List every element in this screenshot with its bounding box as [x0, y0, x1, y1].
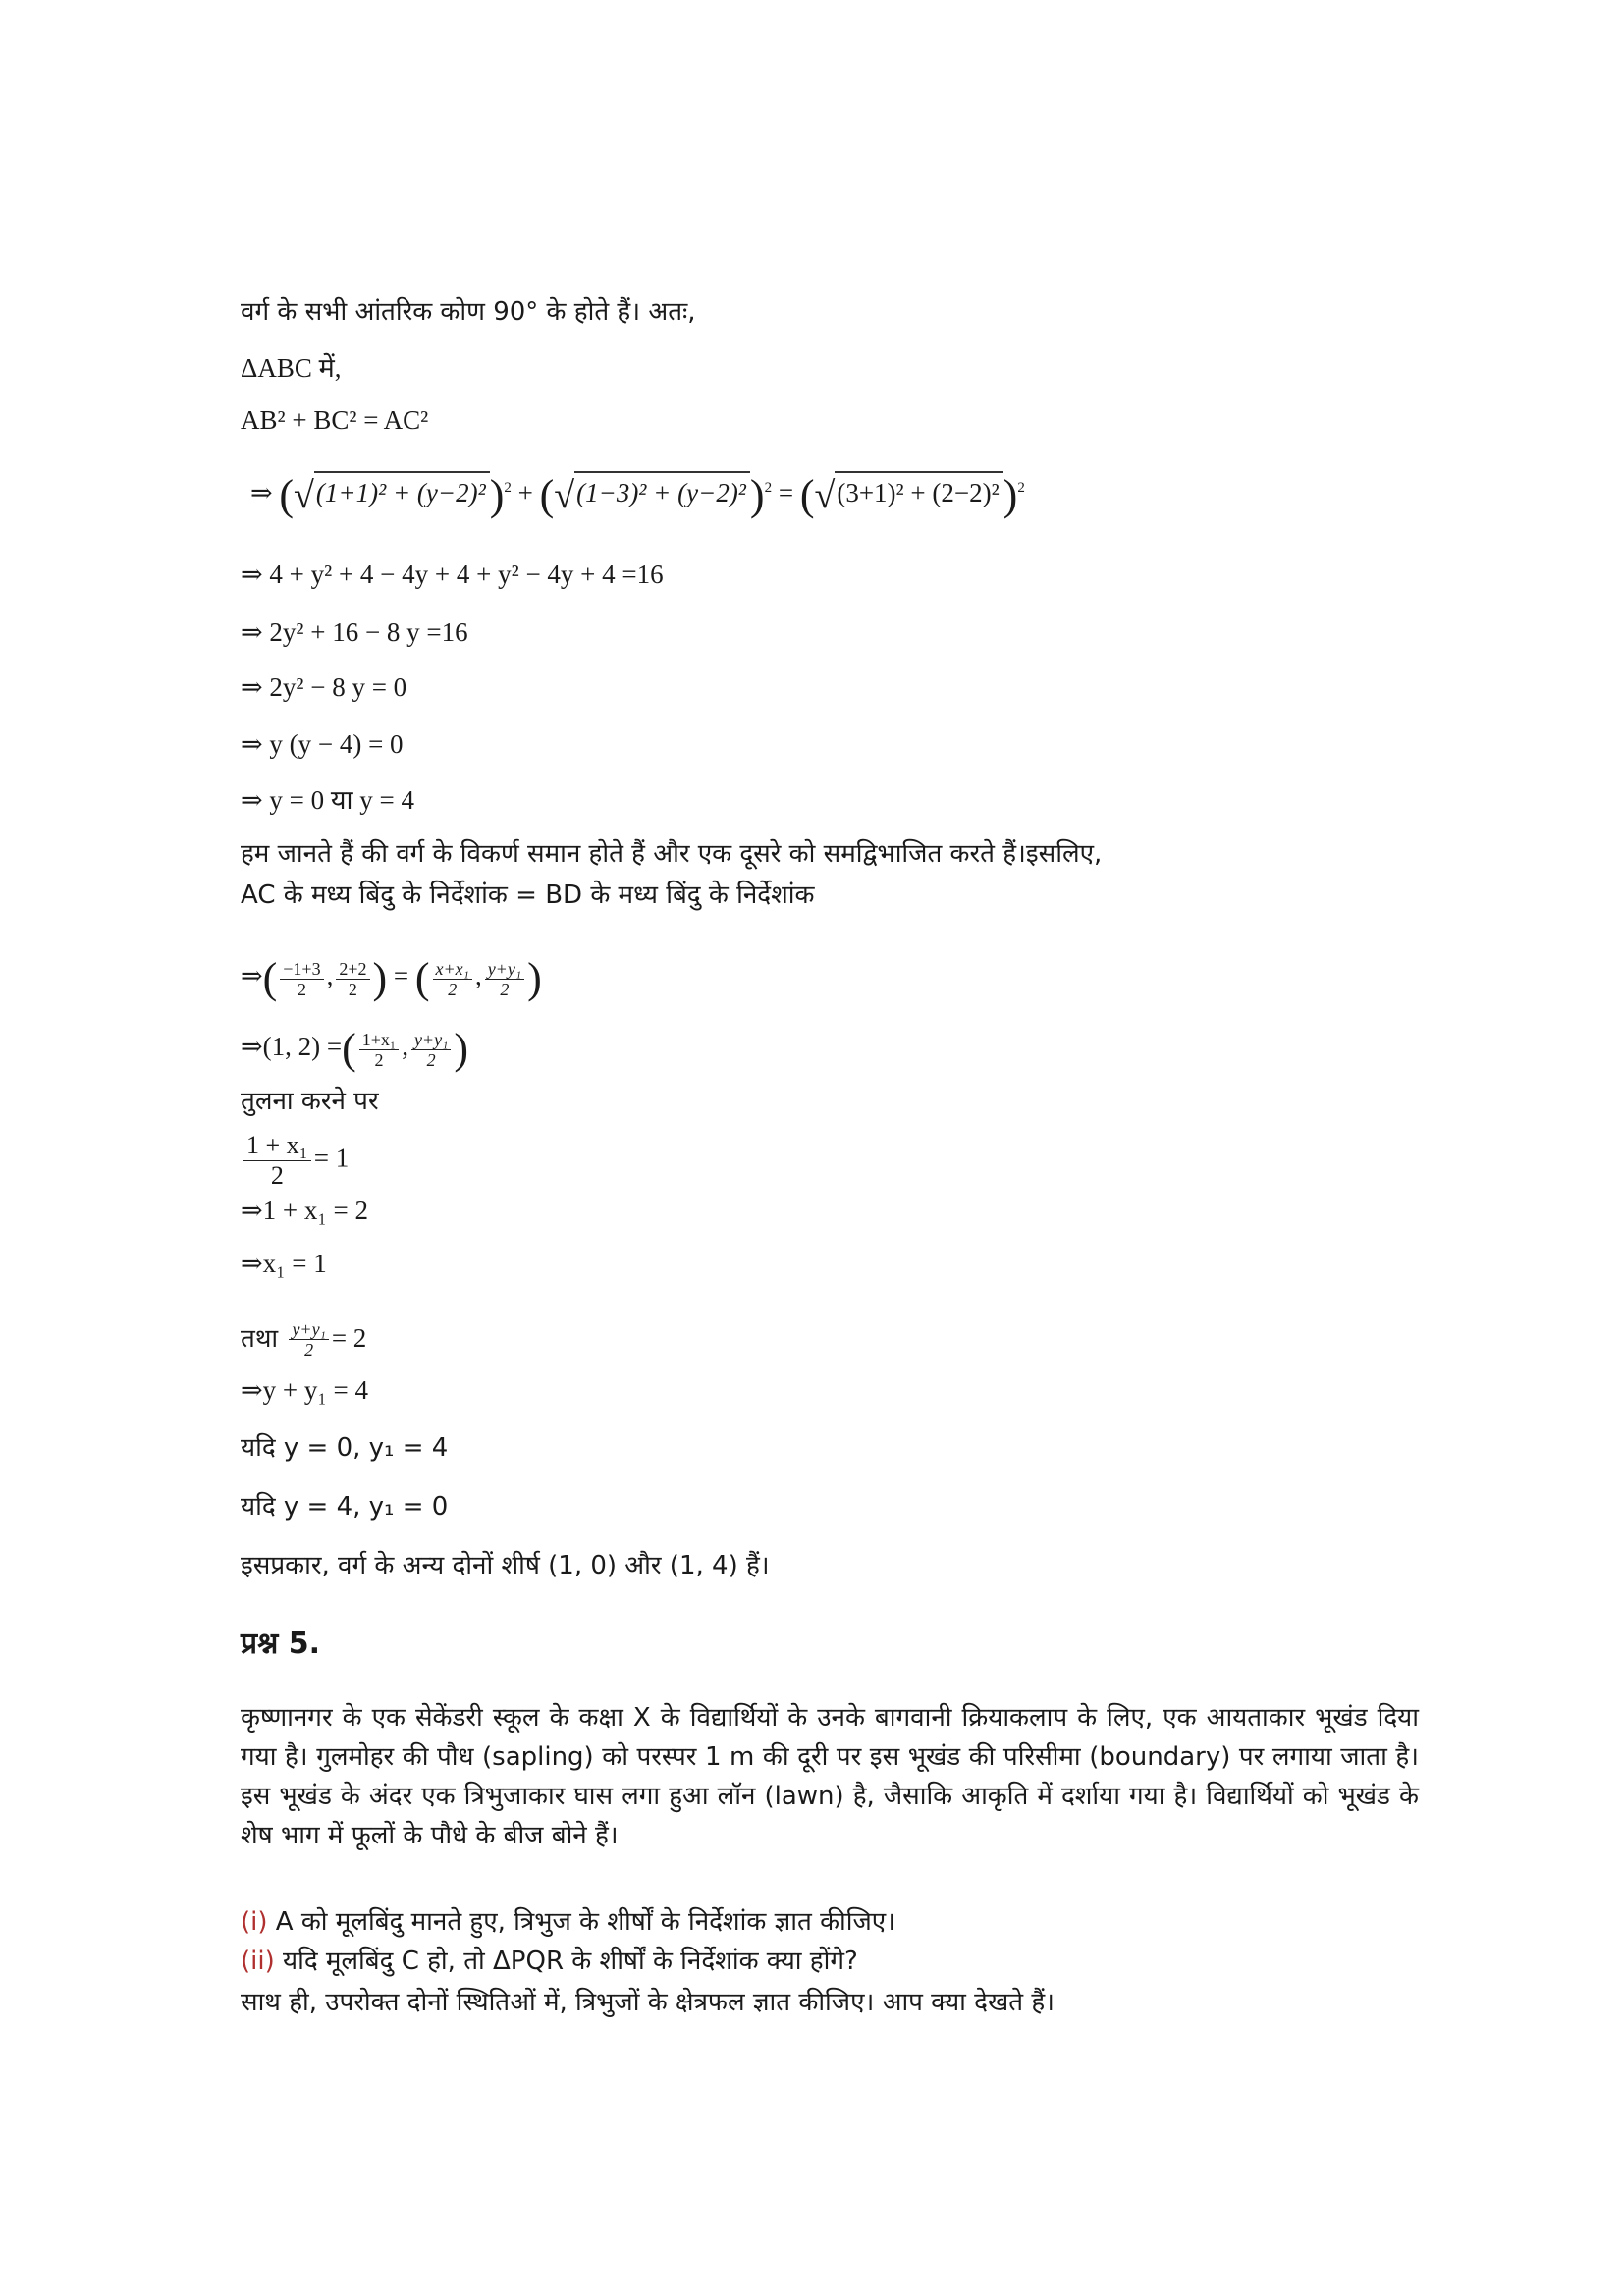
equation: तथा $\frac{\text{y+y₁}}{2}$ = 2 — [241, 1319, 367, 1360]
term: (3+1)² + (2−2)² — [835, 471, 1002, 510]
equation: AB² + BC² = AC² — [241, 405, 429, 435]
equation: ⇒x₁ = 1 — [241, 1249, 327, 1278]
text-line: हम जानते हैं की वर्ग के विकर्ण समान होते हैं और एक दूसरे को समद्विभाजित करते हैं।इसलिए, — [241, 839, 1103, 869]
equation: ⇒ 2y² − 8 y = 0 — [241, 672, 407, 702]
question-body: कृष्णानगर के एक सेकेंडरी स्कूल के कक्षा X के विद्यार्थियों के उनके बागवानी क्रियाकलाप के लिए, एक आयताकार भूखंड दिया गया है। गुलमोहर की पौध (sapling) को परस्पर 1 m की दूरी पर इस भूखंड की परिसीमा (boundary) पर लगाया जाता है। इस भूखंड के अंदर एक त्रिभुजाकार घास लगा हुआ लॉन (lawn) है, जैसाकि आकृति में दर्शाया गया है। विद्यार्थियों को भूखंड के शेष भाग में फूलों के पौधे के बीज बोने हैं। — [241, 1703, 1419, 1850]
midpoint-equation: ⇒(1, 2) =( $\frac{\text{1+x₁}}{2}$ , $\frac{\text{y+y₁}}{2}$ ) — [241, 1025, 468, 1073]
question-part-2: (ii) यदि मूलबिंदु C हो, तो ΔPQR के शीर्षों के निर्देशांक क्या होंगे? — [241, 1947, 858, 1976]
term: (1+1)² + (y−2)² — [314, 471, 490, 510]
equation: ⇒ 4 + y² + 4 − 4y + 4 + y² − 4y + 4 =16 — [241, 560, 664, 589]
text-line: AC के मध्य बिंदु के निर्देशांक = BD के मध्य बिंदु के निर्देशांक — [241, 881, 815, 910]
equation: यदि y = 4, y₁ = 0 — [241, 1492, 449, 1522]
text-line: ΔABC में, — [241, 353, 342, 383]
equation: $\frac{\text{1 + x₁}}{2}$ = 1 — [241, 1131, 349, 1191]
equation: ⇒y + y₁ = 4 — [241, 1375, 368, 1405]
conclusion: इसप्रकार, वर्ग के अन्य दोनों शीर्ष (1, 0) और (1, 4) हैं। — [241, 1551, 770, 1580]
term: (1−3)² + (y−2)² — [574, 471, 750, 510]
equation: ⇒1 + x₁ = 2 — [241, 1196, 368, 1225]
equation: ⇒ y = 0 या y = 4 — [241, 785, 414, 815]
question-heading: प्रश्न 5. — [241, 1627, 320, 1661]
question-part-1: (i) A को मूलबिंदु मानते हुए, त्रिभुज के शीर्षों के निर्देशांक ज्ञात कीजिए। — [241, 1907, 896, 1937]
midpoint-equation: ⇒( $\frac{-1+3}{2}$ , $\frac{2+2}{2}$ ) = ( $\frac{\text{x+x₁}}{2}$ , $\frac{\text{y+y₁}}{2}$ ) — [241, 954, 542, 1002]
text-line: तुलना करने पर — [241, 1087, 379, 1116]
equation: ⇒ 2y² + 16 − 8 y =16 — [241, 617, 468, 647]
question-part-3: साथ ही, उपरोक्त दोनों स्थितिओं में, त्रिभुजों के क्षेत्रफल ज्ञात कीजिए। आप क्या देखते हैं। — [241, 1988, 1055, 2017]
equation: ⇒ y (y − 4) = 0 — [241, 729, 404, 759]
equation: यदि y = 0, y₁ = 4 — [241, 1433, 449, 1463]
distance-equation: ⇒ $(√(1+1)^2 + (y-2)^2)^2 + (√(1-3)^2 + (y-2)^2)^2 = (√(3+1)^2 + (2-2)^2)^2$ — [250, 470, 1025, 519]
text-line: वर्ग के सभी आंतरिक कोण 90° के होते हैं। अतः, — [241, 297, 696, 327]
